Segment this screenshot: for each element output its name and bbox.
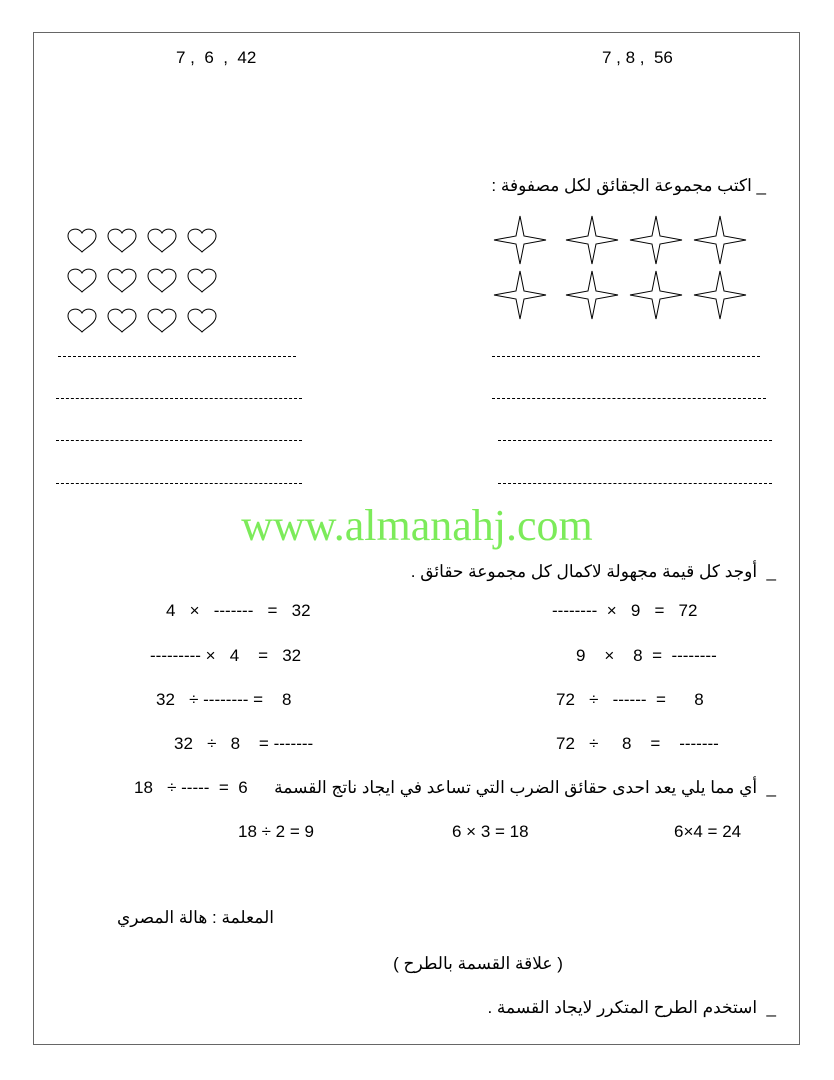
equation-left-3: 32 ÷ -------- = 8 xyxy=(156,690,292,709)
answer-line-right-1 xyxy=(492,356,760,357)
choice-equation: 18 ÷ ----- = 6 xyxy=(134,778,248,797)
answer-line-left-1 xyxy=(58,356,296,357)
four-point-star-outline-icon xyxy=(628,214,684,266)
lesson-subtitle: ( علاقة القسمة بالطرح ) xyxy=(393,954,563,973)
answer-line-right-2 xyxy=(492,398,766,399)
heart-outline-icon xyxy=(66,266,98,294)
choice-option-2: 6 × 3 = 18 xyxy=(452,822,529,841)
heart-outline-icon xyxy=(146,266,178,294)
equation-right-1: -------- × 9 = 72 xyxy=(552,601,698,620)
answer-line-left-2 xyxy=(56,398,302,399)
heart-outline-icon xyxy=(146,226,178,254)
fact-family-right: 7 , 8 , 56 xyxy=(602,48,673,67)
heart-outline-icon xyxy=(66,306,98,334)
answer-line-right-4 xyxy=(498,483,772,484)
equation-right-4: 72 ÷ 8 = ------- xyxy=(556,734,719,753)
four-point-star-outline-icon xyxy=(564,269,620,321)
equation-left-2: --------- × 4 = 32 xyxy=(150,646,302,665)
equation-left-4: 32 ÷ 8 = ------- xyxy=(174,734,314,753)
heart-outline-icon xyxy=(186,266,218,294)
four-point-star-outline-icon xyxy=(692,214,748,266)
equation-right-3: 72 ÷ ------ = 8 xyxy=(556,690,704,709)
four-point-star-outline-icon xyxy=(692,269,748,321)
heart-outline-icon xyxy=(146,306,178,334)
teacher-name: المعلمة : هالة المصري xyxy=(117,908,274,927)
choice-option-3: 18 ÷ 2 = 9 xyxy=(238,822,314,841)
heart-outline-icon xyxy=(106,266,138,294)
answer-line-left-4 xyxy=(56,483,302,484)
heart-outline-icon xyxy=(106,306,138,334)
four-point-star-outline-icon xyxy=(628,269,684,321)
answer-line-right-3 xyxy=(498,440,772,441)
four-point-star-outline-icon xyxy=(492,269,548,321)
equation-left-1: 4 × ------- = 32 xyxy=(166,601,311,620)
heart-outline-icon xyxy=(106,226,138,254)
choice-option-1: 6×4 = 24 xyxy=(674,822,742,841)
heart-outline-icon xyxy=(186,226,218,254)
choice-question: _ أي مما يلي يعد احدى حقائق الضرب التي تساعد في ايجاد ناتج القسمة xyxy=(274,778,776,797)
equation-right-2: 9 × 8 = -------- xyxy=(576,646,717,665)
heart-outline-icon xyxy=(66,226,98,254)
four-point-star-outline-icon xyxy=(492,214,548,266)
fact-family-left: 7 , 6 , 42 xyxy=(176,48,257,67)
unknowns-instruction: _ أوجد كل قيمة مجهولة لاكمال كل مجموعة حقائق . xyxy=(410,562,776,581)
watermark: www.almanahj.com xyxy=(241,501,593,550)
answer-line-left-3 xyxy=(56,440,302,441)
heart-outline-icon xyxy=(186,306,218,334)
repeated-subtraction-instruction: _ استخدم الطرح المتكرر لايجاد القسمة . xyxy=(487,998,776,1017)
four-point-star-outline-icon xyxy=(564,214,620,266)
arrays-instruction: _ اكتب مجموعة الجقائق لكل مصفوفة : xyxy=(491,176,766,195)
